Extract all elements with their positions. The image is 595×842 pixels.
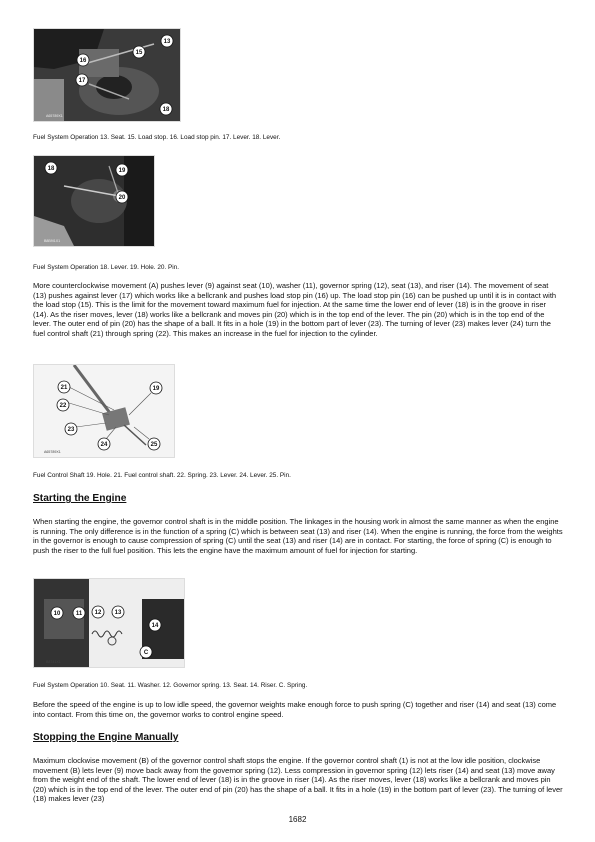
paragraph-3: Before the speed of the engine is up to low idle speed, the governor weights make enough force to push spring (C) together and riser (14) and seat (13) come into contact. From this time on, the governor works to control engine speed.	[33, 700, 557, 719]
callout-11: 11	[75, 611, 83, 617]
callout-19: 19	[118, 168, 126, 174]
figure-2-caption: Fuel System Operation 18. Lever. 19. Hole. 20. Pin.	[33, 264, 179, 271]
callout-23: 23	[67, 427, 75, 433]
callout-17: 17	[78, 78, 86, 84]
page-number: 1682	[288, 815, 307, 824]
callout-14: 14	[151, 623, 159, 629]
figure-4-caption: Fuel System Operation 10. Seat. 11. Washer. 12. Governor spring. 13. Seat. 14. Riser. C. Spring.	[33, 682, 308, 689]
callout-c: C	[143, 650, 149, 656]
callout-13: 13	[163, 39, 171, 45]
figure-1-image	[33, 28, 181, 122]
callout-18: 18	[47, 166, 55, 172]
figure-3-code: A65789X1	[44, 450, 61, 454]
figure-4-image	[33, 578, 185, 668]
callout-18: 18	[162, 107, 170, 113]
figure-3-caption: Fuel Control Shaft 19. Hole. 21. Fuel control shaft. 22. Spring. 23. Lever. 24. Lever. 25. Pin.	[33, 472, 291, 479]
heading-stopping-engine: Stopping the Engine Manually	[33, 732, 179, 743]
figure-4-code: B8741X1	[46, 660, 61, 664]
paragraph-4: Maximum clockwise movement (B) of the governor control shaft stops the engine. If the governor control shaft (1) is not at the low idle position, clockwise movement (B) lets lever (9) move back away from the governor spring (12). Less compression in governor spring (12) lets riser (14) and seat (13) move away from the weight end of the shaft. The lower end of lever (18) is in the groove in riser (14). As the riser moves, lever (18) works like a bellcrank and moves pin (20) which is in the top end of the lever. The outer end of pin (20) has the shape of a ball. It fits in a hole (19) in the bottom part of lever (23). The turning of lever (18) makes lever (23)	[33, 756, 563, 804]
callout-21: 21	[60, 385, 68, 391]
callout-16: 16	[79, 58, 87, 64]
callout-12: 12	[94, 610, 102, 616]
figure-3-image	[33, 364, 175, 458]
figure-2-image	[33, 155, 155, 247]
callout-13: 13	[114, 610, 122, 616]
callout-24: 24	[100, 442, 108, 448]
callout-20: 20	[118, 195, 126, 201]
callout-19: 19	[152, 386, 160, 392]
figure-2-code: B8B9I1X1	[44, 239, 61, 243]
callout-15: 15	[135, 50, 143, 56]
figure-1-caption: Fuel System Operation 13. Seat. 15. Load stop. 16. Load stop pin. 17. Lever. 18. Lever.	[33, 134, 281, 141]
figure-1-code: A65789X1	[46, 114, 63, 118]
callout-25: 25	[150, 442, 158, 448]
paragraph-1: More counterclockwise movement (A) pushes lever (9) against seat (10), washer (11), governor spring (12), seat (13), and riser (14). The movement of seat (13) pushes against lever (17) which works like a bellcrank and pushes load stop pin (16) up. The load stop pin (16) can be pushed up until it is in contact with the load stop (15). This is the limit for the movement toward maximum fuel for injection. At the same time the lower end of lever (18) is in the groove in riser (14). As the riser moves, lever (18) works like a bellcrank and moves pin (20) which is in the top end of the lever. The pin (20) which is in the top end of the lever. The outer end of pin (20) has the shape of a ball. It fits in a hole (19) in the bottom part of lever (23). The turning of lever (23) makes lever (24) turn the fuel control shaft (21) through spring (22). This makes an increase in the fuel for injection to the cylinder.	[33, 281, 557, 338]
callout-10: 10	[53, 611, 61, 617]
heading-starting-engine: Starting the Engine	[33, 493, 127, 504]
callout-22: 22	[59, 403, 67, 409]
paragraph-2: When starting the engine, the governor control shaft is in the middle position. The linkages in the housing work in almost the same manner as when the engine is running. The only difference is in the function of a spring (C) which is between seat (13) and riser (14). When the engine is running, the force from the weights in the governor is enough to cause compression of spring (C) until the seat (13) and riser (14) are in contact. For starting, the force of spring (C) is enough to push the riser to the full fuel position. This lets the engine have the maximum amount of fuel for injection for starting.	[33, 517, 563, 555]
